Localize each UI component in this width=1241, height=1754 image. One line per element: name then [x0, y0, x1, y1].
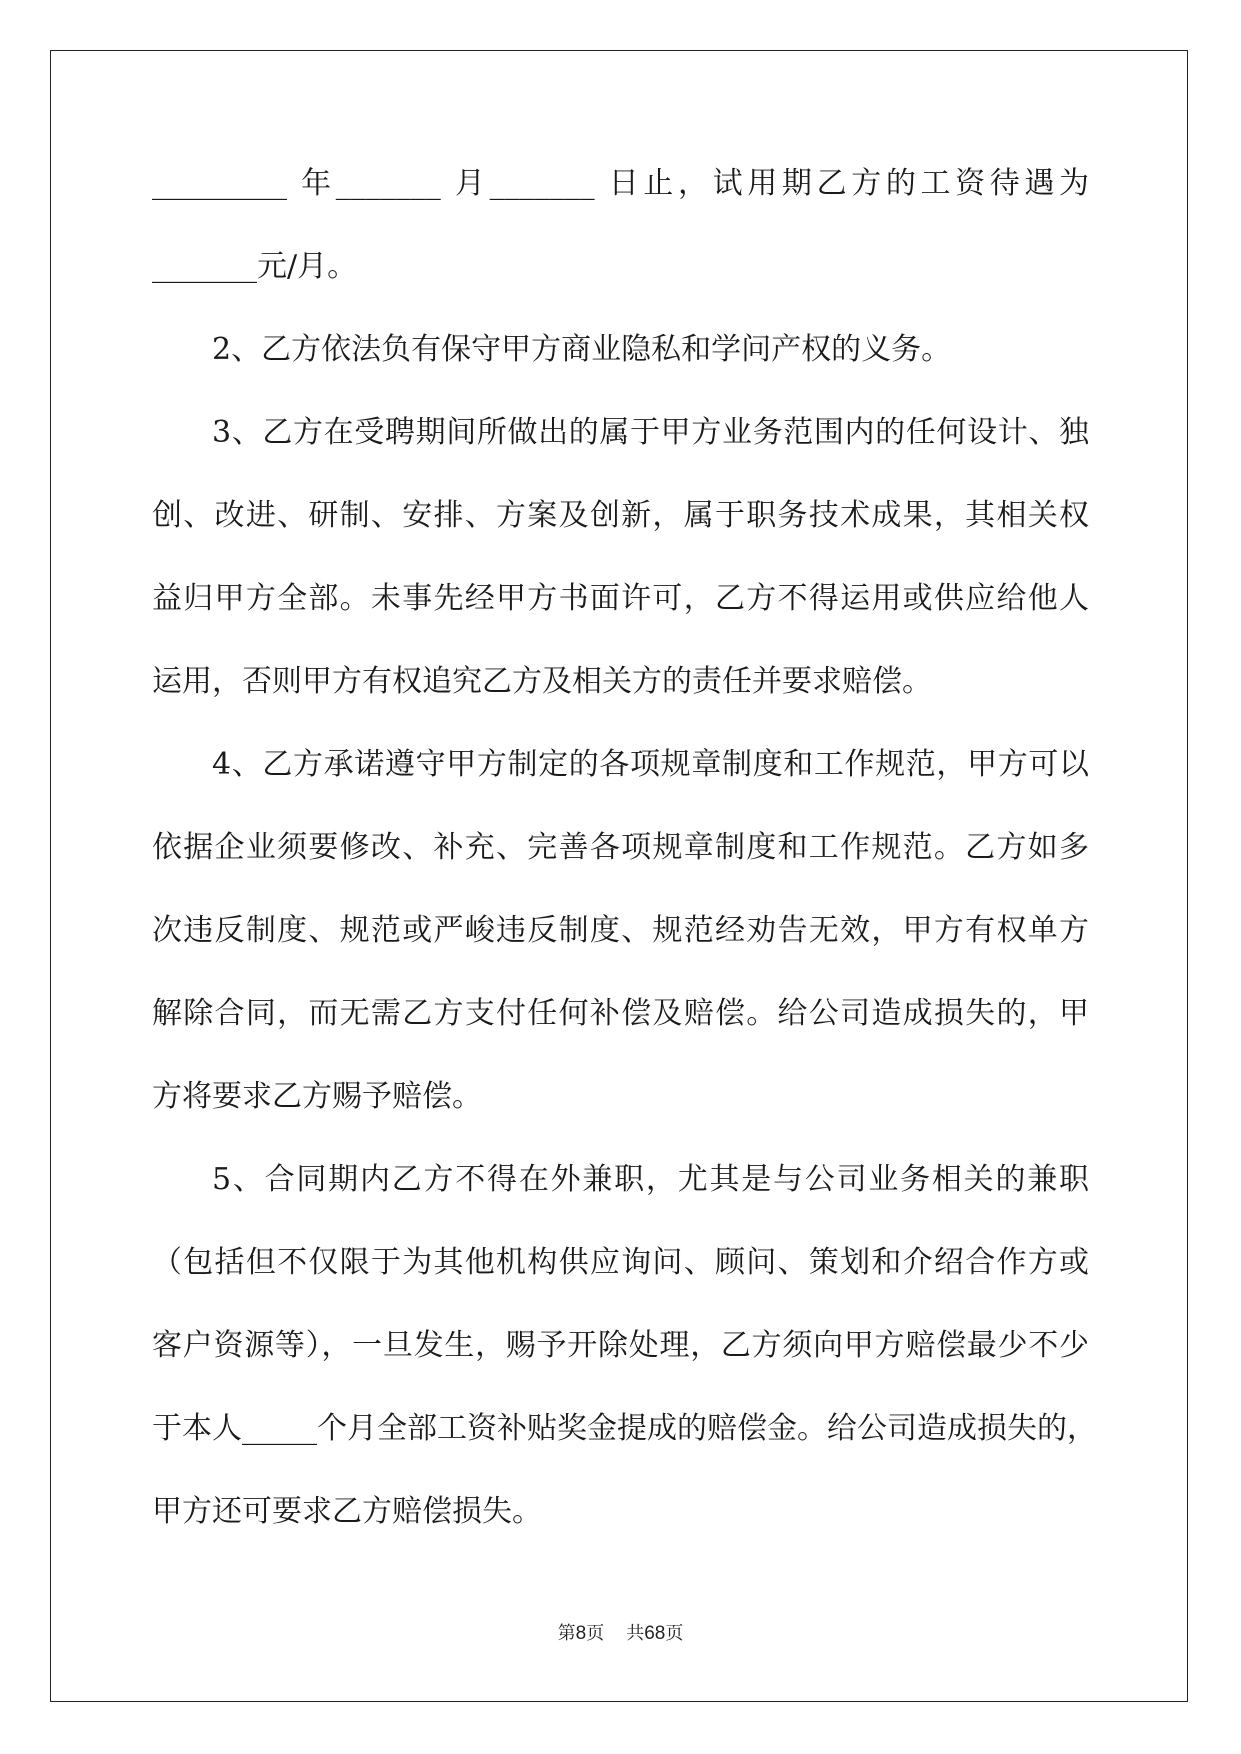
text-line: 依据企业须要修改、补充、完善各项规章制度和工作规范。乙方如多 [152, 830, 1089, 865]
paragraph-2-line: 2、乙方依法负有保守甲方商业隐私和学问产权的义务。 [212, 332, 952, 367]
text-line: 于本人_____个月全部工资补贴奖金提成的赔偿金。给公司造成损失的， [152, 1411, 1097, 1446]
page-number: 8 [575, 1623, 587, 1644]
text-line: 解除合同，而无需乙方支付任何补偿及赔偿。给公司造成损失的，甲 [152, 996, 1089, 1031]
text-line: _________ 年_______ 月_______ 日止，试用期乙方的工资待遇为 [152, 166, 1089, 201]
total-prefix: 共 [626, 1623, 645, 1644]
page-prefix: 第 [557, 1623, 576, 1644]
page-suffix: 页 [586, 1623, 605, 1644]
total-pages: 68 [644, 1623, 666, 1644]
total-suffix: 页 [665, 1623, 684, 1644]
text-line: 次违反制度、规范或严峻违反制度、规范经劝告无效，甲方有权单方 [152, 913, 1089, 948]
text-line: 运用，否则甲方有权追究乙方及相关方的责任并要求赔偿。 [152, 664, 932, 699]
text-line: 客户资源等），一旦发生，赐予开除处理，乙方须向甲方赔偿最少不少 [152, 1328, 1089, 1363]
paragraph-4-line: 4、乙方承诺遵守甲方制定的各项规章制度和工作规范，甲方可以 [212, 747, 1089, 782]
text-line: （包括但不仅限于为其他机构供应询问、顾问、策划和介绍合作方或 [152, 1245, 1089, 1280]
document-body [152, 164, 1097, 1575]
text-line: 创、改进、研制、安排、方案及创新，属于职务技术成果，其相关权 [152, 498, 1089, 533]
page-footer [0, 1619, 1241, 1645]
text-line: 方将要求乙方赐予赔偿。 [152, 1079, 482, 1114]
text-line: _______元/月。 [152, 249, 358, 284]
paragraph-5-line: 5、合同期内乙方不得在外兼职，尤其是与公司业务相关的兼职 [212, 1162, 1089, 1197]
text-line: 甲方还可要求乙方赔偿损失。 [152, 1494, 542, 1529]
text-line: 益归甲方全部。未事先经甲方书面许可，乙方不得运用或供应给他人 [152, 581, 1089, 616]
paragraph-3-line: 3、乙方在受聘期间所做出的属于甲方业务范围内的任何设计、独 [212, 415, 1089, 450]
